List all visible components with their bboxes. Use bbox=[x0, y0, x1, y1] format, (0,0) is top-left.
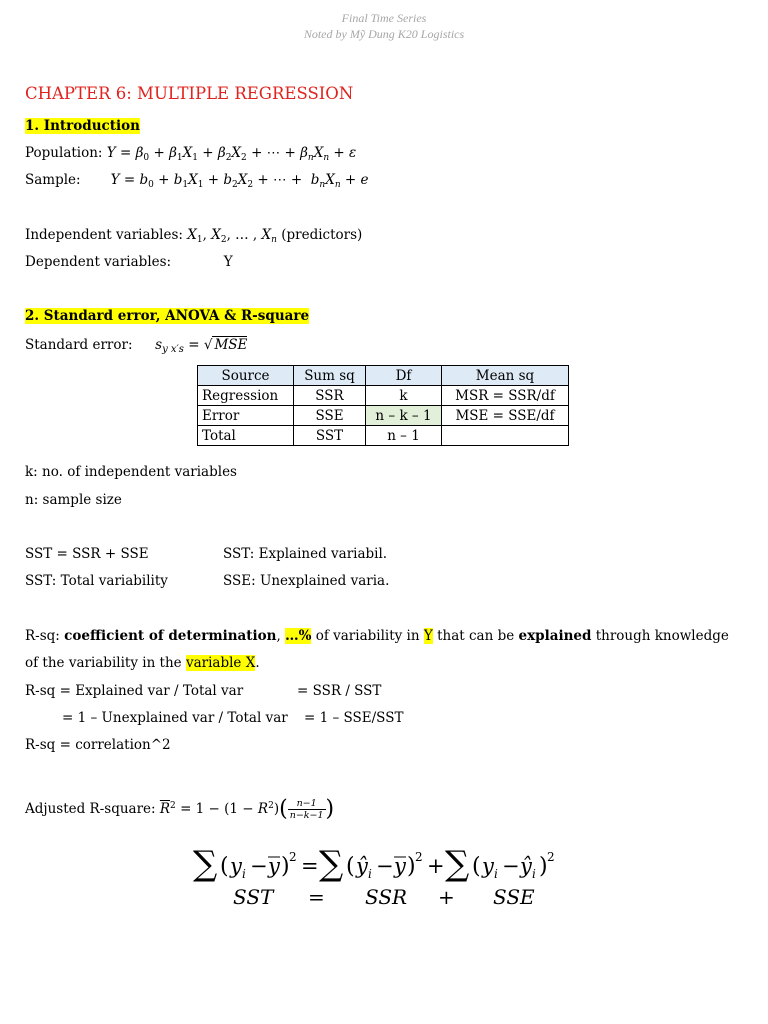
svg-text:y: y bbox=[482, 854, 494, 878]
svg-text:−: − bbox=[502, 854, 520, 878]
svg-text:∑: ∑ bbox=[445, 844, 470, 884]
svg-text:i: i bbox=[368, 867, 372, 881]
anova-cell: n – 1 bbox=[366, 426, 442, 446]
anova-header-cell: Df bbox=[366, 366, 442, 386]
anova-cell: SSR bbox=[294, 386, 366, 406]
anova-row bbox=[198, 406, 569, 426]
svg-text:): ) bbox=[281, 854, 290, 879]
svg-text:2: 2 bbox=[289, 850, 297, 864]
label-sse: SSE bbox=[493, 885, 535, 909]
svg-text:(: ( bbox=[346, 854, 355, 879]
label-ssr: SSR bbox=[365, 885, 408, 909]
n-definition: n: sample size bbox=[25, 492, 122, 508]
header-title: Final Time Series bbox=[341, 11, 427, 25]
svg-text:−: − bbox=[250, 854, 268, 878]
svg-text:(: ( bbox=[472, 854, 481, 879]
rsq-formula-2-result: = 1 – SSE/SST bbox=[304, 710, 404, 726]
svg-text:i: i bbox=[242, 867, 246, 881]
svg-text:): ) bbox=[407, 854, 416, 879]
label-plus: + bbox=[438, 885, 455, 909]
label-sst: SST bbox=[233, 885, 274, 909]
svg-text:+: + bbox=[427, 854, 445, 878]
anova-cell: Total bbox=[198, 426, 294, 446]
svg-text:∑: ∑ bbox=[319, 844, 344, 884]
anova-row bbox=[198, 426, 569, 446]
header-author: Noted by Mỹ Dung K20 Logistics bbox=[303, 27, 465, 41]
svg-text:y: y bbox=[230, 854, 242, 878]
ssr-explained-note: SST: Explained variabil. bbox=[223, 546, 388, 562]
anova-cell: MSE = SSE/df bbox=[442, 406, 569, 426]
dependent-variables: Dependent variables: Y bbox=[25, 254, 233, 270]
svg-text:i: i bbox=[494, 867, 498, 881]
rsq-definition-cont: of the variability in the variable X. bbox=[25, 655, 260, 671]
svg-text:ŷ: ŷ bbox=[520, 854, 532, 878]
svg-text:2: 2 bbox=[415, 850, 423, 864]
anova-header-cell: Sum sq bbox=[294, 366, 366, 386]
svg-text:): ) bbox=[539, 854, 548, 879]
anova-cell: MSR = SSR/df bbox=[442, 386, 569, 406]
sum-of-squares-identity bbox=[193, 843, 583, 913]
svg-text:−: − bbox=[376, 854, 394, 878]
anova-table bbox=[197, 365, 569, 446]
adjusted-rsq-formula: Adjusted R-square: $\overline{R}^2 = 1 - (1 - R^2)$( $\frac{n-1}{n-k-1}$ ) bbox=[25, 796, 335, 822]
anova-cell: n – k – 1 bbox=[366, 406, 442, 426]
svg-text:2: 2 bbox=[547, 850, 555, 864]
svg-text:y: y bbox=[268, 854, 280, 878]
rsq-formula-1: R-sq = Explained var / Total var bbox=[25, 683, 244, 699]
label-equals: = bbox=[308, 885, 325, 909]
rsq-definition: R-sq: coefficient of determination, …% of variability in Y that can be explained through knowledge bbox=[25, 628, 729, 644]
standard-error-formula: Standard error: $s_{y x's}$ = √ MSE bbox=[25, 337, 248, 355]
anova-cell: Regression bbox=[198, 386, 294, 406]
anova-header-cell: Source bbox=[198, 366, 294, 386]
anova-cell: SSE bbox=[294, 406, 366, 426]
sst-total-note: SST: Total variability bbox=[25, 573, 168, 589]
anova-cell: SST bbox=[294, 426, 366, 446]
sample-equation: Sample: $Y = b_0 + b_1X_1 + b_2X_2$ + ⋯ + $b_nX_n + e$ bbox=[25, 172, 369, 190]
independent-variables: Independent variables: $X_1$, $X_2$, … , $X_n$ (predictors) bbox=[25, 227, 363, 245]
svg-text:ŷ: ŷ bbox=[356, 854, 368, 878]
population-equation: Population: $Y = \beta_0 + \beta_1X_1 + \beta_2X_2$ + ⋯ + $\beta_nX_n + \varepsilon$ bbox=[25, 145, 357, 163]
chapter-title: CHAPTER 6: MULTIPLE REGRESSION bbox=[25, 84, 354, 103]
svg-text:y: y bbox=[394, 854, 406, 878]
svg-text:(: ( bbox=[220, 854, 229, 879]
anova-row bbox=[198, 386, 569, 406]
sse-unexplained-note: SSE: Unexplained varia. bbox=[223, 573, 390, 589]
anova-header-cell: Mean sq bbox=[442, 366, 569, 386]
svg-text:∑: ∑ bbox=[193, 844, 218, 884]
k-definition: k: no. of independent variables bbox=[25, 464, 237, 480]
section-2-heading: 2. Standard error, ANOVA & R-square bbox=[25, 308, 310, 324]
sst-decomposition: SST = SSR + SSE bbox=[25, 546, 149, 562]
anova-cell bbox=[442, 426, 569, 446]
section-1-heading: 1. Introduction bbox=[25, 118, 140, 134]
svg-text:i: i bbox=[532, 867, 536, 881]
anova-header-row bbox=[198, 366, 569, 386]
rsq-formula-1-result: = SSR / SST bbox=[297, 683, 382, 699]
anova-cell: Error bbox=[198, 406, 294, 426]
svg-text:=: = bbox=[301, 854, 319, 878]
rsq-correlation: R-sq = correlation^2 bbox=[25, 737, 171, 753]
rsq-formula-2: = 1 – Unexplained var / Total var bbox=[62, 710, 288, 726]
anova-cell: k bbox=[366, 386, 442, 406]
